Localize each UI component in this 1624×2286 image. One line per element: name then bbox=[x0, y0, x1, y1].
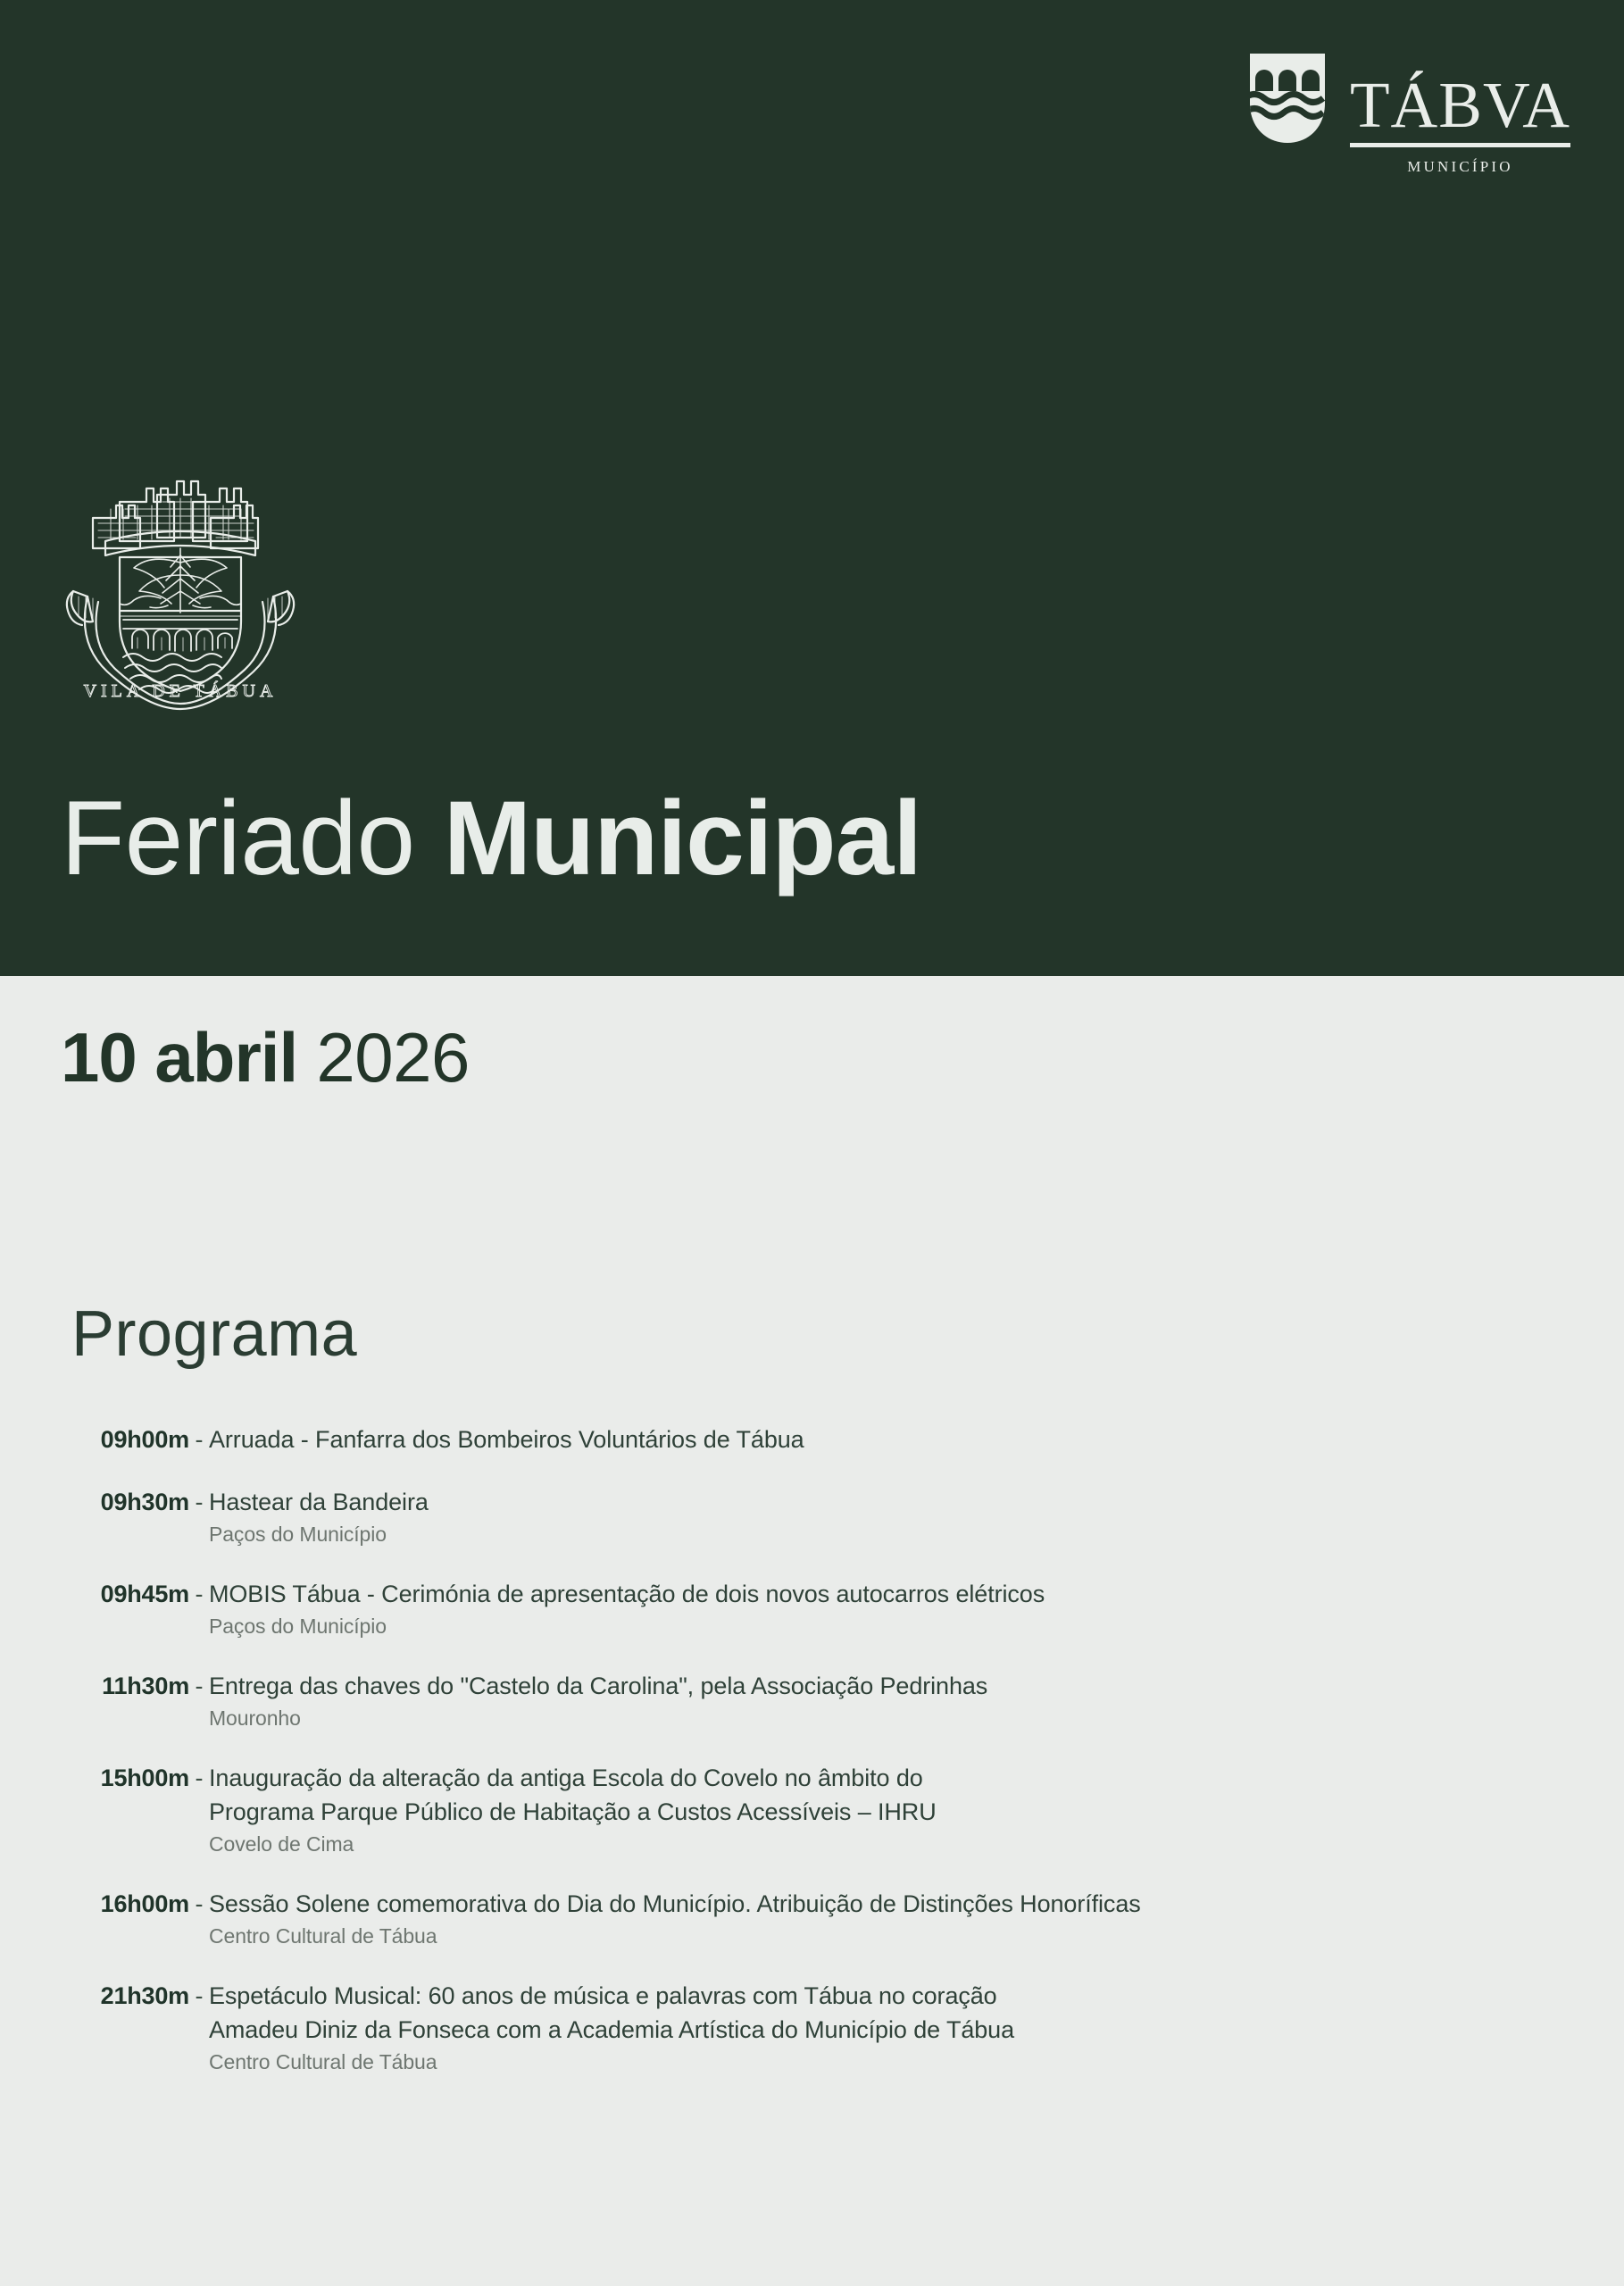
schedule-description: Inauguração da alteração da antiga Escola do Covelo no âmbito do bbox=[209, 1765, 923, 1791]
schedule-item bbox=[71, 1669, 1553, 1732]
schedule-description-line2: Amadeu Diniz da Fonseca com a Academia Artística do Município de Tábua bbox=[209, 2016, 1014, 2043]
schedule-time: 09h00m bbox=[100, 1426, 189, 1453]
program-heading: Programa bbox=[71, 1298, 358, 1370]
schedule-body bbox=[209, 1887, 1553, 1950]
schedule-dash: - bbox=[195, 1765, 204, 1791]
poster-body bbox=[0, 976, 1624, 2286]
schedule-body bbox=[209, 1669, 1553, 1732]
schedule-description: Entrega das chaves do "Castelo da Carolina", pela Associação Pedrinhas bbox=[209, 1673, 988, 1699]
event-date-day-month: 10 abril bbox=[61, 1018, 298, 1097]
schedule-dash: - bbox=[195, 1673, 204, 1699]
brand-wordmark bbox=[1350, 52, 1570, 178]
program-schedule-list bbox=[71, 1422, 1553, 2076]
schedule-item bbox=[71, 1577, 1553, 1640]
schedule-time: 09h30m bbox=[100, 1489, 189, 1515]
schedule-description: Espetáculo Musical: 60 anos de música e palavras com Tábua no coração bbox=[209, 1982, 997, 2009]
schedule-item bbox=[71, 1887, 1553, 1950]
schedule-dash: - bbox=[195, 1426, 204, 1453]
schedule-venue: Centro Cultural de Tábua bbox=[209, 1924, 437, 1948]
page-title bbox=[61, 780, 922, 897]
schedule-description: Sessão Solene comemorativa do Dia do Município. Atribuição de Distinções Honoríficas bbox=[209, 1890, 1141, 1917]
schedule-dash: - bbox=[195, 1890, 204, 1917]
schedule-description-line2: Programa Parque Público de Habitação a Custos Acessíveis – IHRU bbox=[209, 1798, 937, 1825]
schedule-description: Hastear da Bandeira bbox=[209, 1489, 429, 1515]
schedule-item bbox=[71, 1485, 1553, 1548]
schedule-time: 15h00m bbox=[100, 1765, 189, 1791]
schedule-venue: Centro Cultural de Tábua bbox=[209, 2050, 437, 2073]
schedule-dash: - bbox=[195, 1489, 204, 1515]
poster-header bbox=[0, 0, 1624, 976]
schedule-description: MOBIS Tábua - Cerimónia de apresentação de dois novos autocarros elétricos bbox=[209, 1581, 1045, 1607]
brand-divider-rule bbox=[1350, 143, 1570, 147]
event-date-year: 2026 bbox=[316, 1018, 470, 1097]
schedule-item bbox=[71, 1761, 1553, 1858]
coat-of-arms-motto: VILA DE TÁBUA bbox=[83, 681, 278, 701]
schedule-venue: Paços do Município bbox=[209, 1614, 387, 1638]
brand-title: TÁBVA bbox=[1349, 69, 1570, 141]
brand-subtitle: município bbox=[1407, 154, 1513, 178]
schedule-body bbox=[209, 1761, 1553, 1858]
schedule-body bbox=[209, 1485, 1553, 1548]
schedule-body bbox=[209, 1577, 1553, 1640]
schedule-venue: Mouronho bbox=[209, 1706, 301, 1730]
schedule-time: 21h30m bbox=[100, 1982, 189, 2009]
tabua-shield-bridge-waves-icon bbox=[1248, 52, 1327, 145]
schedule-time: 09h45m bbox=[100, 1581, 189, 1607]
schedule-body bbox=[209, 1422, 1553, 1456]
schedule-item bbox=[71, 1422, 1553, 1456]
schedule-venue: Covelo de Cima bbox=[209, 1832, 354, 1856]
coat-of-arms bbox=[61, 463, 300, 722]
page-title-light: Feriado bbox=[61, 780, 415, 897]
event-date bbox=[61, 1018, 470, 1097]
schedule-dash: - bbox=[195, 1982, 204, 2009]
municipality-brand-lockup bbox=[1248, 52, 1570, 178]
schedule-item bbox=[71, 1979, 1553, 2076]
schedule-time: 11h30m bbox=[102, 1673, 189, 1699]
vila-de-tabua-coat-of-arms-icon bbox=[61, 463, 300, 722]
schedule-time: 16h00m bbox=[100, 1890, 189, 1917]
schedule-body bbox=[209, 1979, 1553, 2076]
page-title-bold: Municipal bbox=[443, 780, 922, 897]
schedule-description: Arruada - Fanfarra dos Bombeiros Voluntários de Tábua bbox=[209, 1426, 804, 1453]
schedule-venue: Paços do Município bbox=[209, 1523, 387, 1546]
schedule-dash: - bbox=[195, 1581, 204, 1607]
